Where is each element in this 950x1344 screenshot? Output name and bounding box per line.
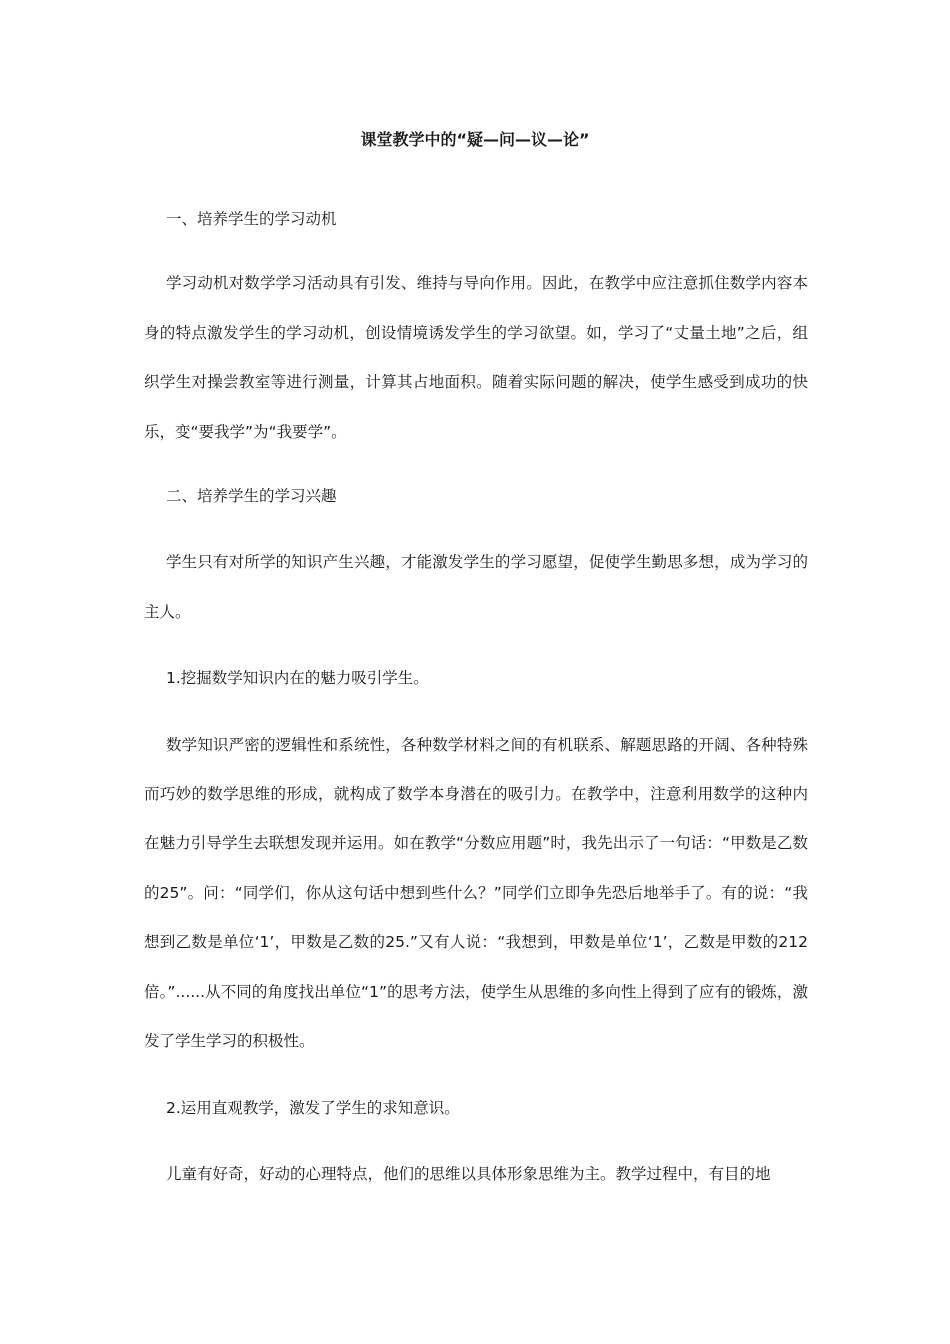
document-body [144,195,808,1199]
section-heading-2: 二、培养学生的学习兴趣 [166,487,337,506]
section-heading-1: 一、培养学生的学习动机 [166,210,337,228]
document-title: 课堂教学中的“疑—问—议—论” [360,130,590,149]
paragraph-children-curiosity: 儿童有好奇，好动的心理特点，他们的思维以具体形象思维为主。教学过程中，有目的地 [166,1164,771,1183]
paragraph-math-charm: 数学知识严密的逻辑性和系统性，各种数学材料之间的有机联系、解题思路的开阔、各种特殊而巧妙的数学思维的形成，就构成了数学本身潜在的吸引力。在教学中，注意利用数学的这种内在魅力引导学生去联想发现并运用。如在教学“分数应用题”时，我先出示了一句话：“甲数是乙数的25”。问：“同学们，你从这句话中想到些什么？”同学们立即争先恐后地举手了。有的说：“我想到乙数是单位‘1’，甲数是乙数的25.”又有人说：“我想到，甲数是单位‘1’，乙数是甲数的212倍。”......从不同的角度找出单位“1”的思考方法，使学生从思维的多向性上得到了应有的锻炼，激发了学生学习的积极性。 [144,735,808,1051]
paragraph-learning-interest: 学生只有对所学的知识产生兴趣，才能激发学生的学习愿望，促使学生勤思多想，成为学习的主人。 [144,553,808,621]
subheading-2: 2.运用直观教学，激发了学生的求知意识。 [166,1098,460,1117]
paragraph-learning-motivation: 学习动机对数学学习活动具有引发、维持与导向作用。因此，在教学中应注意抓住数学内容本身的特点激发学生的学习动机，创设情境诱发学生的学习欲望。如，学习了“丈量土地”之后，组织学生对操尝教室等进行测量，计算其占地面积。随着实际问题的解决，使学生感受到成功的快乐，变“要我学”为“我要学”。 [144,274,808,441]
subheading-1: 1.挖掘数学知识内在的魅力吸引学生。 [166,669,429,688]
